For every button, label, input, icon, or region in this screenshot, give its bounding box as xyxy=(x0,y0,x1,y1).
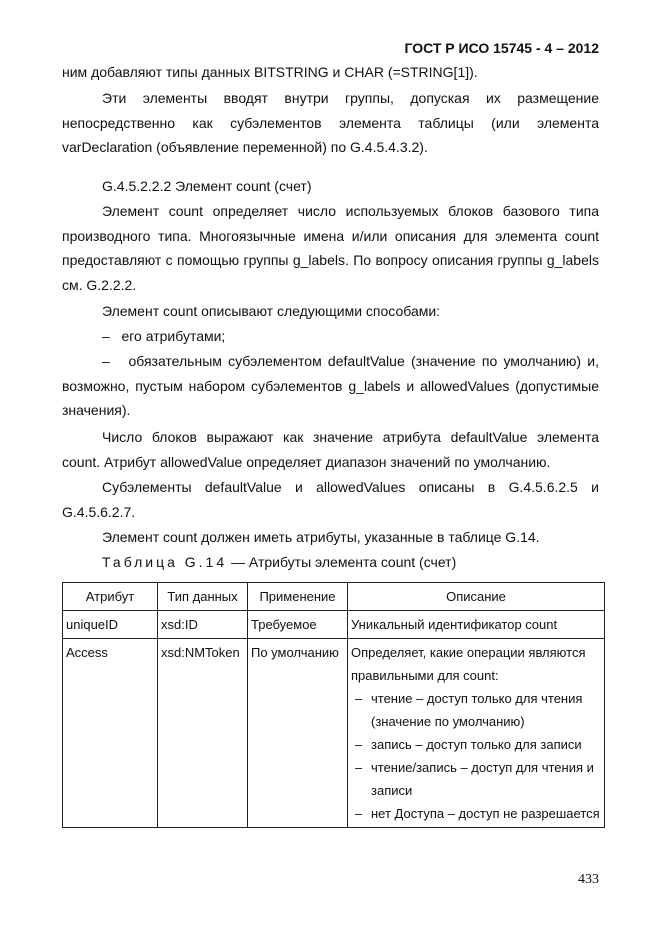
header-data-type: Тип данных xyxy=(158,583,248,611)
table-caption-text: — Атрибуты элемента count (счет) xyxy=(227,554,457,570)
section-heading: G.4.5.2.2.2 Элемент count (счет) xyxy=(102,178,312,194)
paragraph-group-elements: Эти элементы вводят внутри группы, допуская их размещение непосредственно как субэлементов элемента таблицы (или элемента varDeclaration (объявление переменной) по G.4.5.4.3.2). xyxy=(62,90,599,155)
paragraph-description-methods: Элемент count описывают следующими способами: xyxy=(102,303,441,319)
access-option-text: запись – доступ только для записи xyxy=(371,737,582,752)
paragraph-intro: ним добавляют типы данных BITSTRING и CHAR (=STRING[1]). xyxy=(62,64,478,80)
document-header: ГОСТ Р ИСО 15745 - 4 – 2012 xyxy=(404,40,599,56)
list-dash: – xyxy=(355,737,363,752)
paragraph-count-definition: Элемент count определяет число используемых блоков базового типа производного типа. Многоязычные имена и/или описания для элемента count предоставляют с помощью группы g_labels. По вопросу описания группы g_labels см. G.2.2.2. xyxy=(62,203,599,293)
list-item-text: его атрибутами; xyxy=(121,328,226,344)
list-dash: – xyxy=(102,353,110,369)
table-caption-label: Таблица G.14 xyxy=(102,554,228,570)
cell-attribute: Access xyxy=(63,639,158,828)
access-option-text: чтение/запись – доступ для чтения и записи xyxy=(371,760,594,798)
cell-usage: Требуемое xyxy=(248,611,348,639)
list-item xyxy=(62,349,599,423)
list-dash: – xyxy=(102,328,110,344)
cell-description: Уникальный идентификатор count xyxy=(348,611,605,639)
list-dash: – xyxy=(355,691,363,706)
list-item-text: обязательным субэлементом defaultValue (значение по умолчанию) и, возможно, пустым набором субэлементов g_labels и allowedValues (допустимые значения). xyxy=(62,353,599,418)
cell-usage: По умолчанию xyxy=(248,639,348,828)
cell-description xyxy=(348,639,605,828)
header-attribute: Атрибут xyxy=(63,583,158,611)
description-intro: Определяет, какие операции являются правильными для count: xyxy=(351,645,586,683)
access-option xyxy=(351,802,601,825)
page-number: 433 xyxy=(578,872,599,887)
access-options-list xyxy=(351,687,601,825)
table-header-row xyxy=(63,583,605,611)
paragraph-subelements: Субэлементы defaultValue и allowedValues описаны в G.4.5.6.2.5 и G.4.5.6.2.7. xyxy=(62,479,599,520)
access-option xyxy=(351,687,601,733)
paragraph-block-count: Число блоков выражают как значение атрибута defaultValue элемента count. Атрибут allowedValue определяет диапазон значений по умолчанию. xyxy=(62,429,599,470)
list-item xyxy=(62,324,599,349)
header-description: Описание xyxy=(348,583,605,611)
cell-attribute: uniqueID xyxy=(63,611,158,639)
paragraph-table-reference: Элемент count должен иметь атрибуты, указанные в таблице G.14. xyxy=(102,529,540,545)
access-option-text: нет Доступа – доступ не разрешается xyxy=(371,806,600,821)
access-option xyxy=(351,733,601,756)
access-option xyxy=(351,756,601,802)
header-usage: Применение xyxy=(248,583,348,611)
list-dash: – xyxy=(355,806,363,821)
list-dash: – xyxy=(355,760,363,775)
table-caption xyxy=(102,550,456,575)
cell-data-type: xsd:ID xyxy=(158,611,248,639)
access-option-text: чтение – доступ только для чтения (значение по умолчанию) xyxy=(371,691,583,729)
attributes-table xyxy=(62,582,605,828)
table-row xyxy=(63,611,605,639)
cell-data-type: xsd:NMToken xyxy=(158,639,248,828)
table-row xyxy=(63,639,605,828)
